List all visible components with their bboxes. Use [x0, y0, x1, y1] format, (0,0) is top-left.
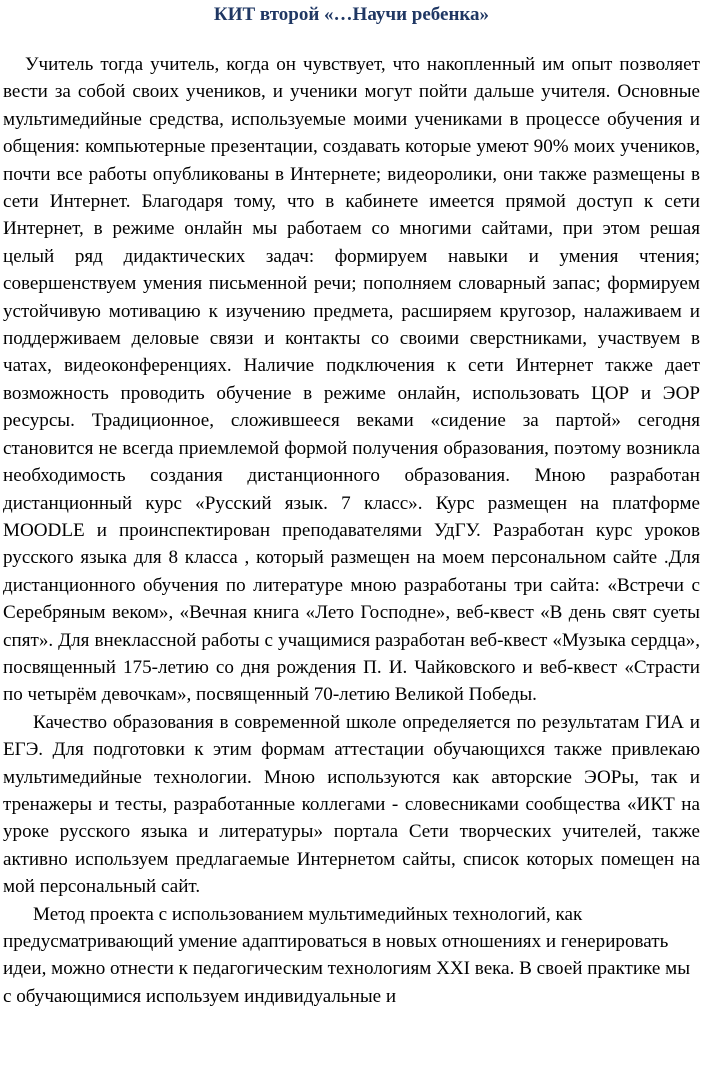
title-spacing [3, 28, 700, 51]
document-title: КИТ второй «…Научи ребенка» [213, 4, 490, 25]
paragraph-education-quality: Качество образования в современной школе определяется по результатам ГИА и ЕГЭ. Для подготовки к этим формам аттестации обучающихся также привлекаю мультимедийные технологии. Мною используются как авторские ЭОРы, так и тренажеры и тесты, разработанные коллегами - словесниками сообщества «ИКТ на уроке русского языка и литературы» портала Сети творческих учителей, также активно используем предлагаемые Интернетом сайты, список которых помещен на мой персональный сайт. [3, 711, 700, 898]
paragraph-project-method: Метод проекта с использованием мультимедийных технологий, как предусматривающий умение адаптироваться в новых отношениях и генерировать идеи, можно отнести к педагогическим технологиям XXI века. В своей практике мы с обучающимися используем индивидуальные и [3, 903, 691, 1007]
paragraph-teacher-experience: Учитель тогда учитель, когда он чувствует, что накопленный им опыт позволяет вести за собой своих учеников, и ученики могут пойти дальше учителя. Основные мультимедийные средства, используемые моими учениками в процессе обучения и общения: компьютерные презентации, создавать которые умеют 90% моих учеников, почти все работы опубликованы в Интернете; видеоролики, они также размещены в сети Интернет. Благодаря тому, что в кабинете имеется прямой доступ к сети Интернет, в режиме онлайн мы работаем со многими сайтами, при этом решая целый ряд дидактических задач: формируем навыки и умения чтения; совершенствуем умения письменной речи; пополняем словарный запас; формируем устойчивую мотивацию к изучению предмета, расширяем кругозор, налаживаем и поддерживаем деловые связи и контакты со своими сверстниками, участвуем в чатах, видеоконференциях. Наличие подключения к сети Интернет также дает возможность проводить обучение в режиме онлайн, использовать ЦОР и ЭОР ресурсы. Традиционное, сложившееся веками «сидение за партой» сегодня становится не всегда приемлемой формой получения образования, поэтому возникла необходимость создания дистанционного образования. Мною разработан дистанционный курс «Русский язык. 7 класс». Курс размещен на платформе MOODLE и проинспектирован преподавателями УдГУ. Разработан курс уроков русского языка для 8 класса , который размещен на моем персональном сайте .Для дистанционного обучения по литературе мною разработаны три сайта: «Встречи с Серебряным веком», «Вечная книга «Лето Господне», веб-квест «В день свят суеты спят». Для внеклассной работы с учащимися разработан веб-квест «Музыка сердца», посвященный 175-летию со дня рождения П. И. Чайковского и веб-квест «Страсти по четырём девочкам», посвященный 70-летию Великой Победы. [3, 54, 700, 706]
